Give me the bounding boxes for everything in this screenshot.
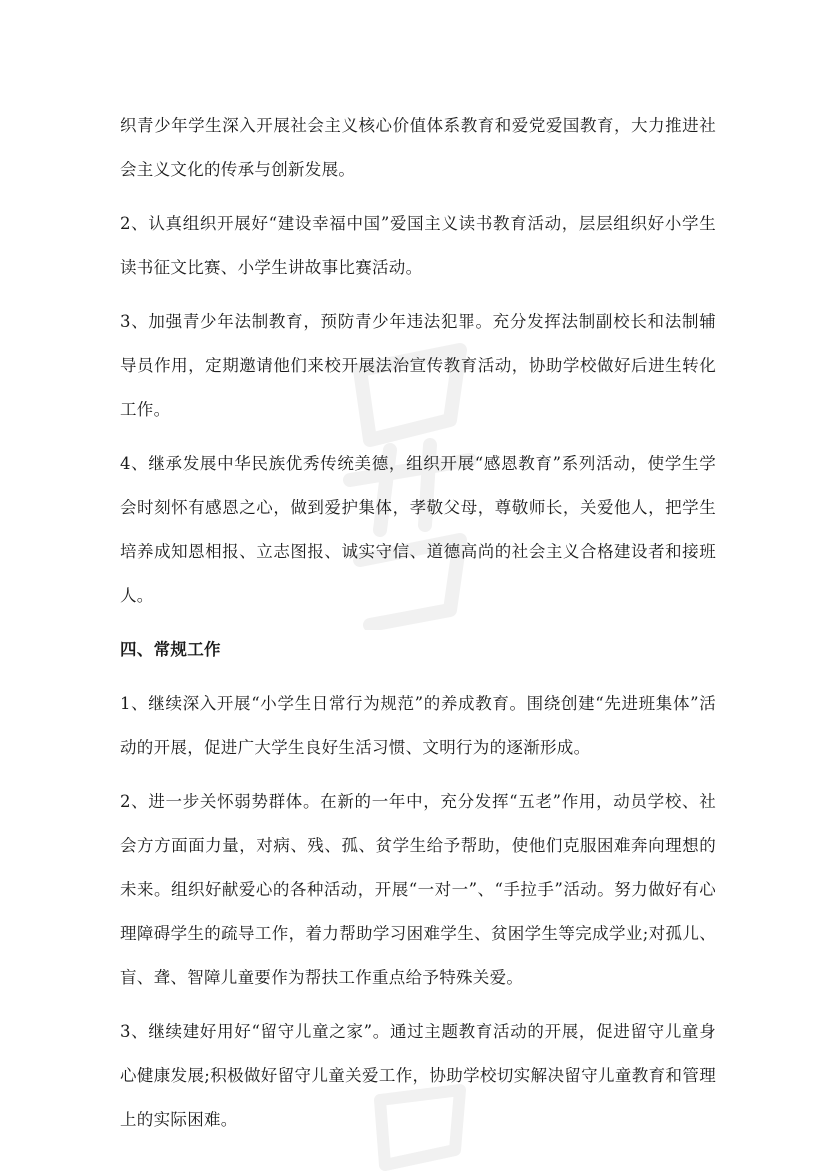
paragraph-routine-item-3: 3、继续建好用好“留守儿童之家”。通过主题教育活动的开展，促进留守儿童身心健康发展;积极做好留守儿童关爱工作，协助学校切实解决留守儿童教育和管理上的实际困难。 (120, 1022, 716, 1129)
paragraph-item-2-reading: 2、认真组织开展好“建设幸福中国”爱国主义读书教育活动，层层组织好小学生读书征文比赛、小学生讲故事比赛活动。 (120, 214, 716, 277)
paragraph-item-4-virtues: 4、继承发展中华民族优秀传统美德，组织开展“感恩教育”系列活动，使学生学会时刻怀有感恩之心，做到爱护集体，孝敬父母，尊敬师长，关爱他人，把学生培养成知恩相报、立志图报、诚实守信、道德高尚的社会主义合格建设者和接班人。 (120, 454, 716, 605)
section-heading-routine-work: 四、常规工作 (120, 640, 221, 659)
paragraph-routine-item-1: 1、继续深入开展“小学生日常行为规范”的养成教育。围绕创建“先进班集体”活动的开展，促进广大学生良好生活习惯、文明行为的逐渐形成。 (120, 694, 716, 757)
document-body (120, 104, 716, 1142)
paragraph-item-3-legal: 3、加强青少年法制教育，预防青少年违法犯罪。充分发挥法制副校长和法制辅导员作用，定期邀请他们来校开展法治宣传教育活动，协助学校做好后进生转化工作。 (120, 312, 716, 419)
paragraph-intro-continued: 织青少年学生深入开展社会主义核心价值体系教育和爱党爱国教育，大力推进社会主义文化的传承与创新发展。 (120, 116, 716, 179)
paragraph-routine-item-2: 2、进一步关怀弱势群体。在新的一年中，充分发挥“五老”作用，动员学校、社会方方面面力量，对病、残、孤、贫学生给予帮助，使他们克服困难奔向理想的未来。组织好献爱心的各种活动，开展“一对一”、“手拉手”活动。努力做好有心理障碍学生的疏导工作，着力帮助学习困难学生、贫困学生等完成学业;对孤儿、盲、聋、智障儿童要作为帮扶工作重点给予特殊关爱。 (120, 792, 716, 987)
